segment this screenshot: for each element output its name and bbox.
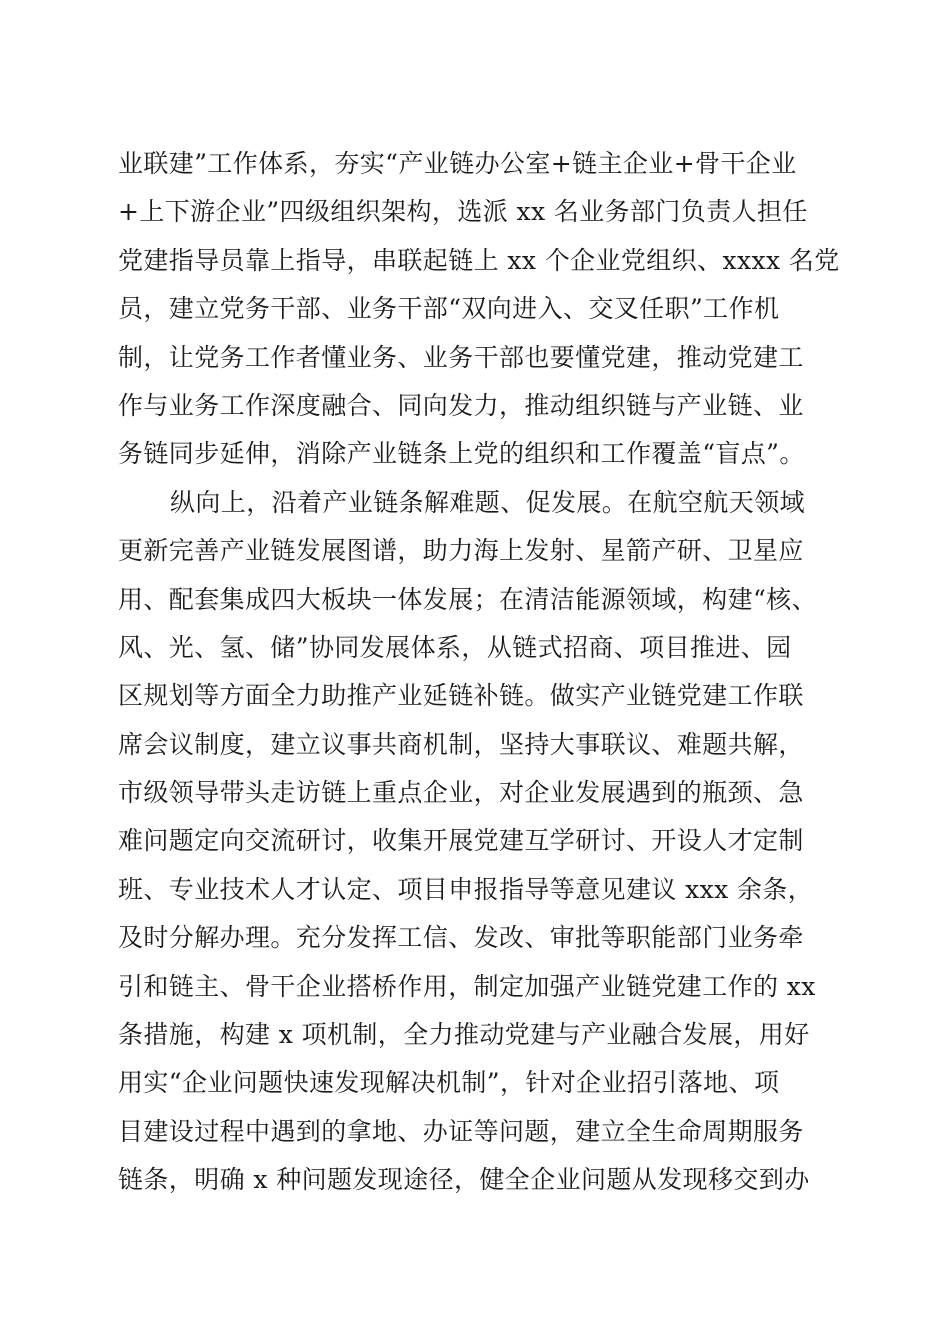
text-line: 班、专业技术人才认定、项目申报指导等意见建议 xxx 余条， [118,874,814,904]
text-line: 难问题定向交流研讨，收集开展党建互学研讨、开设人才定制 [118,826,804,856]
text-line: +上下游企业”四级组织架构，选派 xx 名业务部门负责人担任 [118,197,808,227]
text-line: 业联建”工作体系，夯实“产业链办公室+链主企业+骨干企业 [118,149,797,178]
paragraph-start-line: 纵向上，沿着产业链条解难题、促发展。在航空航天领域 [170,487,806,517]
text-line: 区规划等方面全力助推产业延链补链。做实产业链党建工作联 [118,681,804,711]
text-line: 席会议制度，建立议事共商机制，坚持大事联议、难题共解， [118,729,804,759]
text-line: 用、配套集成四大板块一体发展；在清洁能源领域，构建“核、 [118,584,817,614]
text-line: 制，让党务工作者懂业务、业务干部也要懂党建，推动党建工 [118,342,804,372]
text-line: 风、光、氢、储”协同发展体系，从链式招商、项目推进、园 [118,632,792,662]
text-line: 作与业务工作深度融合、同向发力，推动组织链与产业链、业 [118,390,804,420]
text-line: 链条，明确 x 种问题发现途径，健全企业问题从发现移交到办 [118,1165,810,1195]
text-line: 更新完善产业链发展图谱，助力海上发射、星箭产研、卫星应 [118,536,804,566]
text-line: 目建设过程中遇到的拿地、办证等问题，建立全生命周期服务 [118,1116,804,1146]
text-line: 党建指导员靠上指导，串联起链上 xx 个企业党组织、xxxx 名党 [118,245,840,275]
body-text [118,140,848,1205]
text-line: 用实“企业问题快速发现解决机制”，针对企业招引落地、项 [118,1068,780,1098]
text-line: 市级领导带头走访链上重点企业，对企业发展遇到的瓶颈、急 [118,778,804,808]
text-line: 引和链主、骨干企业搭桥作用，制定加强产业链党建工作的 xx [118,971,816,1001]
text-line: 务链同步延伸，消除产业链条上党的组织和工作覆盖“盲点”。 [118,439,805,469]
text-line: 条措施，构建 x 项机制，全力推动党建与产业融合发展，用好 [118,1020,810,1050]
text-line: 及时分解办理。充分发挥工信、发改、审批等职能部门业务牵 [118,923,804,953]
text-line: 员，建立党务干部、业务干部“双向进入、交叉任职”工作机 [118,294,780,324]
